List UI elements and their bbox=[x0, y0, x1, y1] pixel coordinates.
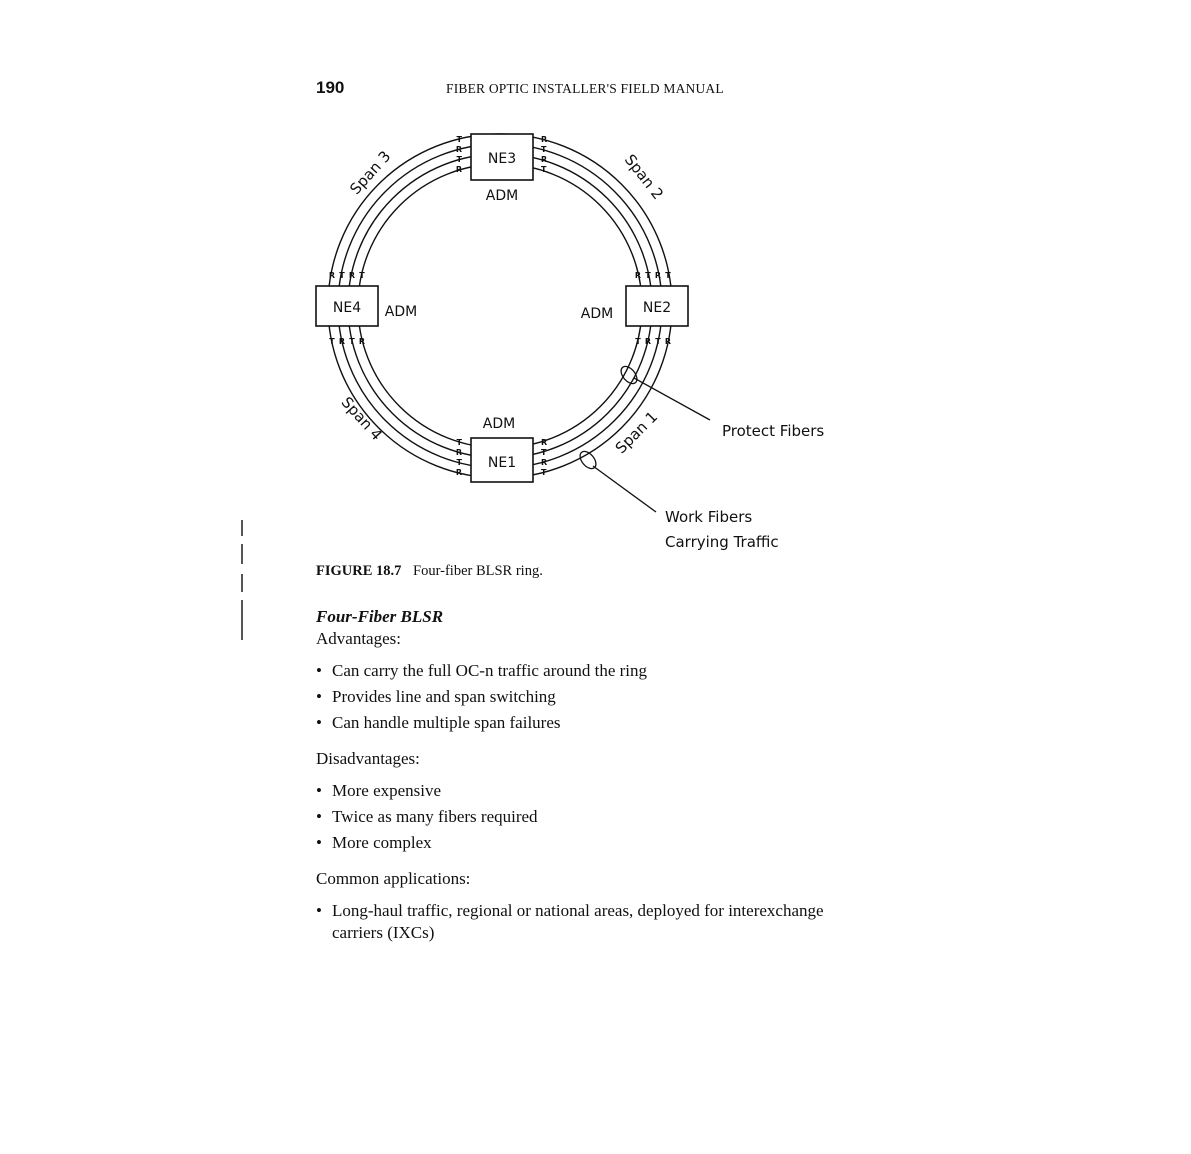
ne2-port: R bbox=[644, 337, 652, 346]
page-number: 190 bbox=[316, 78, 345, 97]
node-ne2 bbox=[581, 271, 688, 346]
ne3-port: T bbox=[541, 145, 547, 154]
ne1-port: R bbox=[455, 468, 462, 477]
ne1-adm-label: ADM bbox=[482, 416, 516, 432]
ne1-port: T bbox=[541, 468, 547, 477]
protect-fibers-label: Protect Fibers bbox=[722, 422, 825, 440]
ne1-port: T bbox=[456, 438, 462, 447]
work-fibers-label: Work Fibers bbox=[665, 508, 753, 526]
page-header bbox=[316, 78, 876, 102]
ne3-adm-label: ADM bbox=[485, 188, 519, 204]
ne2-label: NE2 bbox=[642, 300, 672, 316]
span-1-label: Span 1 bbox=[611, 407, 662, 458]
advantages-heading: Advantages: bbox=[316, 629, 401, 648]
ne1-port: T bbox=[541, 448, 547, 457]
ne2-port: T bbox=[645, 271, 651, 280]
ne3-port: R bbox=[541, 155, 548, 164]
span-4-label: Span 4 bbox=[337, 393, 386, 445]
ne3-port: R bbox=[541, 135, 548, 144]
figure-caption-text: Four-fiber BLSR ring. bbox=[413, 563, 543, 579]
ne4-port: T bbox=[329, 337, 335, 346]
ne4-label: NE4 bbox=[332, 300, 362, 316]
scan-mark bbox=[241, 520, 243, 536]
ne4-port: T bbox=[349, 337, 355, 346]
applications-list bbox=[316, 900, 876, 944]
span-2-label: Span 2 bbox=[620, 150, 668, 203]
list-item: • Long-haul traffic, regional or national areas, deployed for interexchange carriers (IXCs) bbox=[316, 900, 876, 944]
work-fibers-leader bbox=[593, 466, 656, 512]
list-item: • Can carry the full OC-n traffic around the ring bbox=[316, 660, 876, 682]
scan-mark bbox=[241, 574, 243, 592]
list-item: • More expensive bbox=[316, 780, 876, 802]
disadvantages-heading: Disadvantages: bbox=[316, 749, 420, 768]
ne1-label: NE1 bbox=[487, 455, 517, 471]
ne2-adm-label: ADM bbox=[580, 306, 614, 322]
ne3-port: T bbox=[541, 165, 547, 174]
ne2-port: R bbox=[634, 271, 642, 280]
ne2-port: R bbox=[664, 337, 672, 346]
ne4-port: R bbox=[338, 337, 346, 346]
ne4-port: R bbox=[358, 337, 366, 346]
applications-heading: Common applications: bbox=[316, 869, 471, 888]
ne2-port: R bbox=[654, 271, 662, 280]
disadvantages-list bbox=[316, 780, 876, 854]
section-title: Four-Fiber BLSR bbox=[316, 607, 444, 626]
ne2-port: T bbox=[635, 337, 641, 346]
ne2-port: T bbox=[665, 271, 671, 280]
ne3-port: T bbox=[456, 135, 462, 144]
ne3-port: T bbox=[456, 155, 462, 164]
node-ne1 bbox=[456, 416, 547, 482]
ne4-adm-label: ADM bbox=[384, 304, 418, 320]
span-3-label: Span 3 bbox=[346, 147, 395, 199]
node-ne3 bbox=[456, 134, 547, 204]
ne4-port: R bbox=[348, 271, 356, 280]
list-item: • More complex bbox=[316, 832, 876, 854]
scan-mark bbox=[241, 544, 243, 564]
ne3-port: R bbox=[455, 145, 462, 154]
ne2-port: T bbox=[655, 337, 661, 346]
node-ne4 bbox=[316, 271, 417, 346]
scan-mark bbox=[241, 600, 243, 640]
ne4-port: R bbox=[328, 271, 336, 280]
blsr-ring-diagram bbox=[300, 120, 860, 560]
list-item: • Twice as many fibers required bbox=[316, 806, 876, 828]
ne4-port: T bbox=[339, 271, 345, 280]
list-item: • Can handle multiple span failures bbox=[316, 712, 876, 734]
ne3-port: R bbox=[455, 165, 462, 174]
ne1-port: R bbox=[455, 448, 462, 457]
ne1-port: R bbox=[541, 438, 548, 447]
work-fibers-label-2: Carrying Traffic bbox=[665, 533, 779, 551]
ne3-label: NE3 bbox=[487, 151, 517, 167]
figure-caption bbox=[316, 563, 543, 580]
advantages-list bbox=[316, 660, 876, 734]
figure-caption-label: FIGURE 18.7 bbox=[316, 563, 402, 579]
running-head: FIBER OPTIC INSTALLER'S FIELD MANUAL bbox=[446, 81, 724, 96]
ne1-port: T bbox=[456, 458, 462, 467]
protect-fibers-marker bbox=[618, 363, 640, 386]
section-body bbox=[316, 606, 876, 958]
ne4-port: T bbox=[359, 271, 365, 280]
list-item: • Provides line and span switching bbox=[316, 686, 876, 708]
ne1-port: R bbox=[541, 458, 548, 467]
